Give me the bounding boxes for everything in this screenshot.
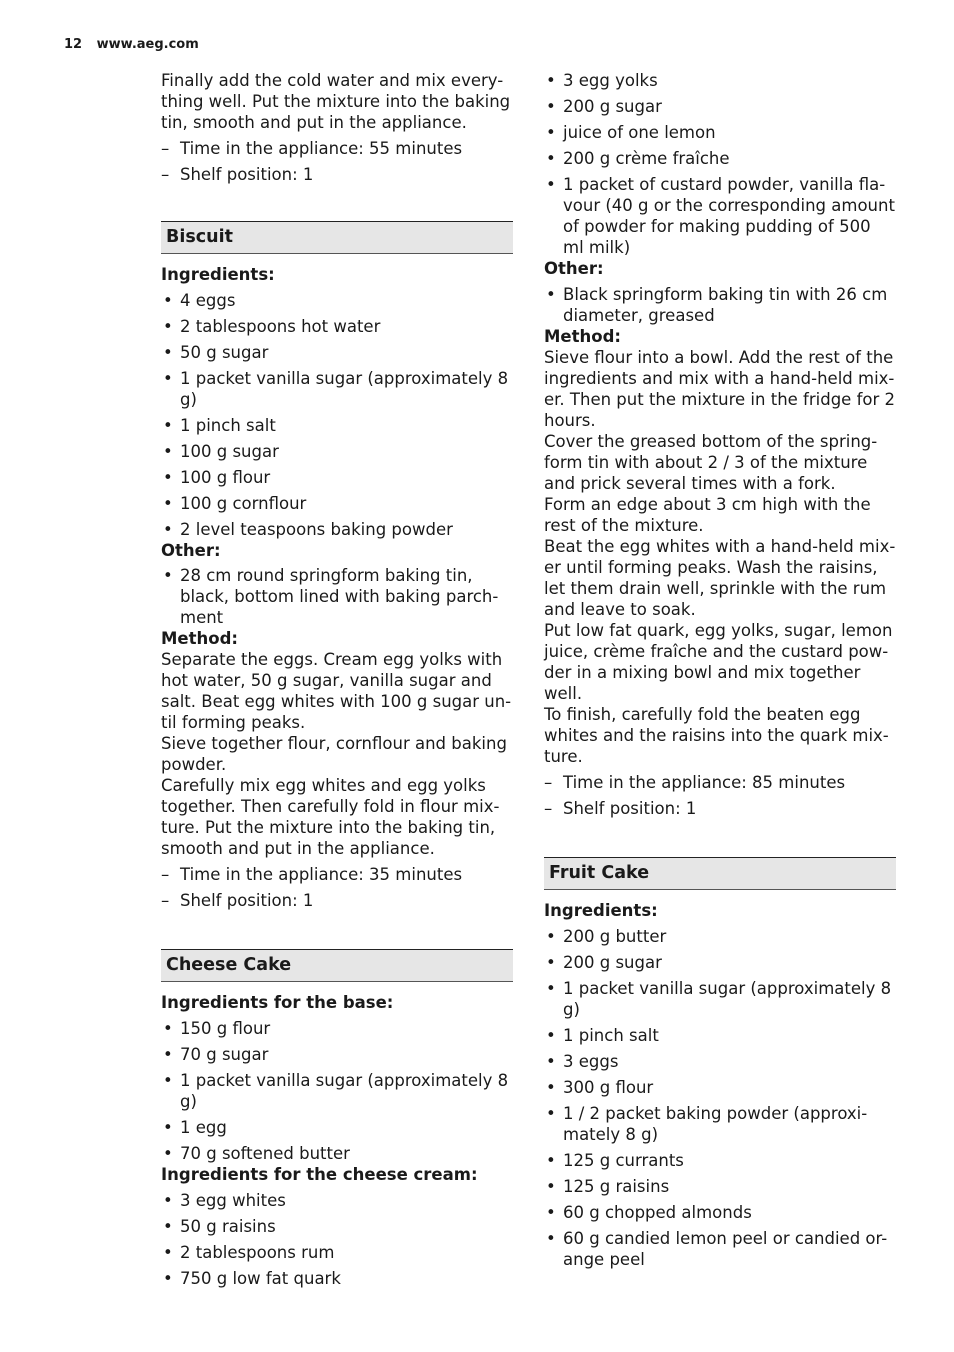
list-item: • 100 g cornflour	[161, 493, 513, 514]
cheese-base-label: Ingredients for the base:	[161, 993, 394, 1012]
intro-steps	[161, 138, 513, 185]
fruit-ingredients-list	[544, 926, 896, 1270]
list-item: • 60 g chopped almonds	[544, 1202, 896, 1223]
biscuit-steps	[161, 864, 513, 911]
biscuit-other-label: Other:	[161, 541, 221, 560]
list-item: • Black springform baking tin with 26 cm diameter, greased	[544, 284, 896, 326]
list-item: – Shelf position: 1	[161, 164, 513, 185]
cheese-method-label: Method:	[544, 327, 621, 346]
cheese-cream-list-continued	[544, 70, 896, 258]
section-title-cheese-cake: Cheese Cake	[161, 949, 513, 982]
list-item: • 2 tablespoons hot water	[161, 316, 513, 337]
section-title-fruit-cake: Fruit Cake	[544, 857, 896, 890]
list-item: – Time in the appliance: 55 minutes	[161, 138, 513, 159]
list-item: • 28 cm round springform baking tin, black, bottom lined with baking parch-ment	[161, 565, 513, 628]
cheese-steps	[544, 772, 896, 819]
list-item: • 1 packet vanilla sugar (approximately 8 g)	[161, 1070, 513, 1112]
site-url: www.aeg.com	[96, 37, 199, 52]
list-item: • 60 g candied lemon peel or candied or-ange peel	[544, 1228, 896, 1270]
list-item: • 1 egg	[161, 1117, 513, 1138]
method-paragraph: Carefully mix egg whites and egg yolks together. Then carefully fold in flour mix-ture. Put the mixture into the baking tin, smooth and put in the appliance.	[161, 776, 500, 858]
list-item: • 750 g low fat quark	[161, 1268, 513, 1289]
method-paragraph: Sieve together flour, cornflour and baking powder.	[161, 734, 507, 774]
left-column	[161, 70, 513, 1289]
list-item: • 3 eggs	[544, 1051, 896, 1072]
list-item: • 1 pinch salt	[161, 415, 513, 436]
page-header	[64, 37, 199, 52]
list-item: • 1 pinch salt	[544, 1025, 896, 1046]
method-paragraph: Cover the greased bottom of the spring-form tin with about 2 / 3 of the mixture and prick several times with a fork.	[544, 432, 878, 493]
list-item: • 50 g sugar	[161, 342, 513, 363]
cheese-other-list	[544, 284, 896, 326]
fruit-ingredients-label: Ingredients:	[544, 901, 658, 920]
list-item: • 200 g crème fraîche	[544, 148, 896, 169]
method-paragraph: Separate the eggs. Cream egg yolks with hot water, 50 g sugar, vanilla sugar and salt. Beat egg whites with 100 g sugar un-til forming peaks.	[161, 650, 512, 732]
method-paragraph: Form an edge about 3 cm high with the rest of the mixture.	[544, 495, 871, 535]
list-item: • 1 packet of custard powder, vanilla fla-vour (40 g or the corresponding amount of powder for making pudding of 500 ml milk)	[544, 174, 896, 258]
list-item: • 50 g raisins	[161, 1216, 513, 1237]
list-item: • 200 g butter	[544, 926, 896, 947]
biscuit-method-label: Method:	[161, 629, 238, 648]
cheese-base-list	[161, 1018, 513, 1164]
cheese-other-label: Other:	[544, 259, 604, 278]
list-item: • 70 g sugar	[161, 1044, 513, 1065]
method-paragraph: Put low fat quark, egg yolks, sugar, lemon juice, crème fraîche and the custard pow-der in a mixing bowl and mix together well.	[544, 621, 893, 703]
method-paragraph: To finish, carefully fold the beaten egg whites and the raisins into the quark mix-ture.	[544, 705, 889, 766]
section-title-biscuit: Biscuit	[161, 221, 513, 254]
list-item: • juice of one lemon	[544, 122, 896, 143]
cheese-cream-list	[161, 1190, 513, 1289]
list-item: • 70 g softened butter	[161, 1143, 513, 1164]
list-item: • 3 egg whites	[161, 1190, 513, 1211]
method-paragraph: Sieve flour into a bowl. Add the rest of the ingredients and mix with a hand-held mix-er. Then put the mixture in the fridge for 2 hours.	[544, 348, 895, 430]
list-item: • 125 g raisins	[544, 1176, 896, 1197]
list-item: • 200 g sugar	[544, 952, 896, 973]
method-paragraph: Beat the egg whites with a hand-held mix-er until forming peaks. Wash the raisins, let them drain well, sprinkle with the rum and leave to soak.	[544, 537, 896, 619]
list-item: • 1 packet vanilla sugar (approximately 8 g)	[544, 978, 896, 1020]
list-item: • 100 g flour	[161, 467, 513, 488]
list-item: • 2 tablespoons rum	[161, 1242, 513, 1263]
list-item: • 2 level teaspoons baking powder	[161, 519, 513, 540]
list-item: • 300 g flour	[544, 1077, 896, 1098]
biscuit-ingredients-label: Ingredients:	[161, 265, 275, 284]
list-item: • 125 g currants	[544, 1150, 896, 1171]
list-item: • 100 g sugar	[161, 441, 513, 462]
list-item: • 200 g sugar	[544, 96, 896, 117]
list-item: • 150 g flour	[161, 1018, 513, 1039]
biscuit-ingredients-list	[161, 290, 513, 540]
biscuit-other-list	[161, 565, 513, 628]
list-item: – Time in the appliance: 35 minutes	[161, 864, 513, 885]
page-number: 12	[64, 37, 83, 52]
list-item: • 3 egg yolks	[544, 70, 896, 91]
list-item: – Shelf position: 1	[544, 798, 896, 819]
list-item: – Shelf position: 1	[161, 890, 513, 911]
list-item: • 4 eggs	[161, 290, 513, 311]
list-item: • 1 packet vanilla sugar (approximately 8 g)	[161, 368, 513, 410]
list-item: – Time in the appliance: 85 minutes	[544, 772, 896, 793]
list-item: • 1 / 2 packet baking powder (approxi-mately 8 g)	[544, 1103, 896, 1145]
right-column	[544, 70, 896, 1270]
intro-paragraph: Finally add the cold water and mix every-thing well. Put the mixture into the baking tin, smooth and put in the appliance.	[161, 71, 511, 132]
cheese-cream-label: Ingredients for the cheese cream:	[161, 1165, 478, 1184]
